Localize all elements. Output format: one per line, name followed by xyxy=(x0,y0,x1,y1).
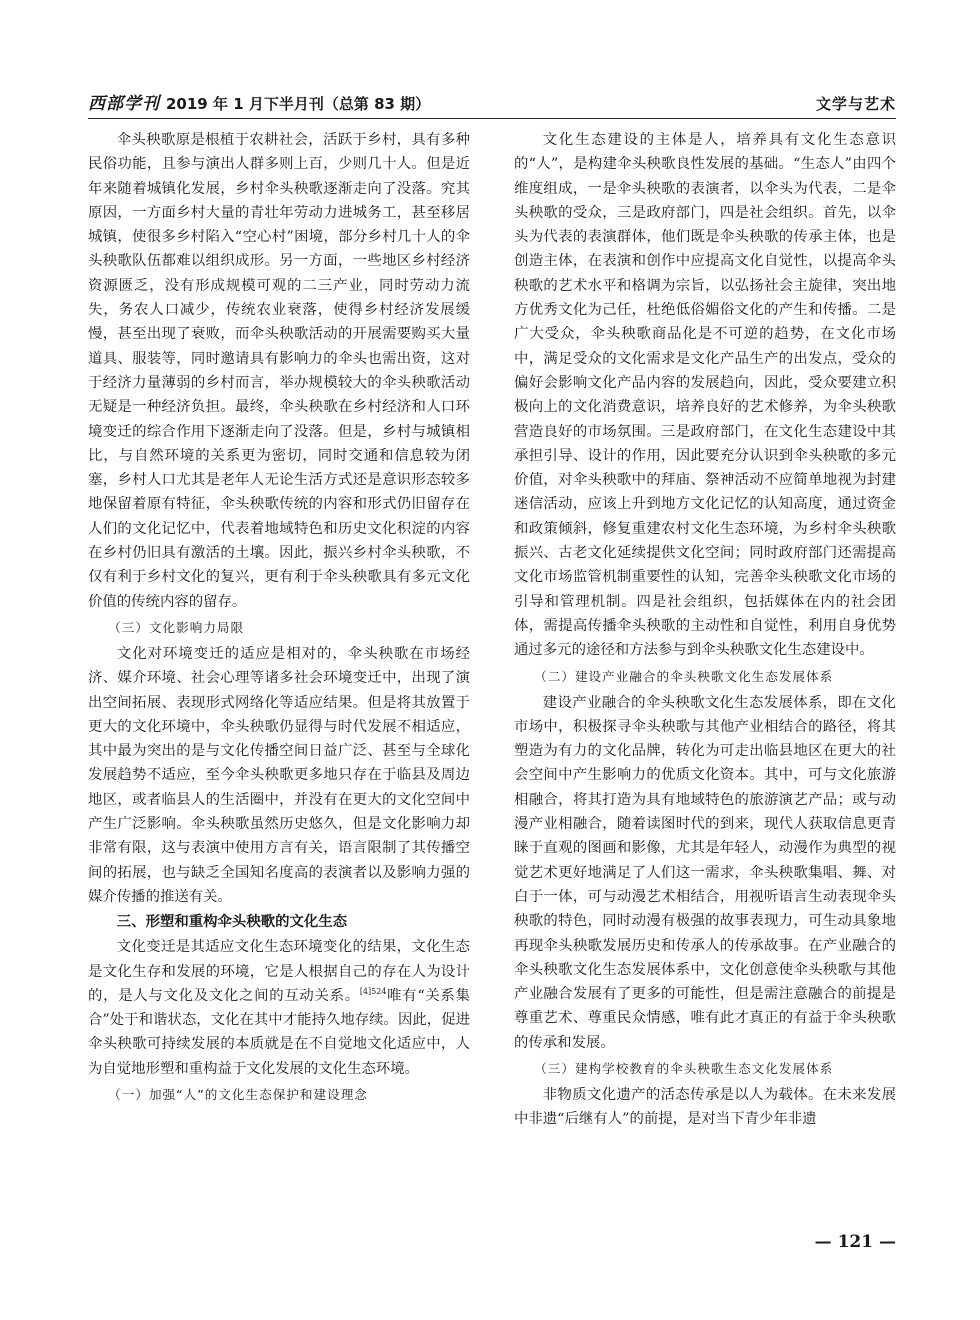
subsection-heading: （三）建构学校教育的伞头秧歌生态文化发展体系 xyxy=(534,1060,834,1076)
journal-info xyxy=(88,89,430,114)
paragraph: 文化生态建设的主体是人，培养具有文化生态意识的“人”，是构建伞头秧歌良性发展的基础。“生态人”由四个维度组成，一是伞头秧歌的表演者，以伞头为代表，二是伞头秧歌的受众，三是政府部门，四是社会组织。首先，以伞头为代表的表演群体，他们既是伞头秧歌的传承主体，也是创造主体，在表演和创作中应提高文化自觉性，以提高伞头秧歌的艺术水平和格调为宗旨，以弘扬社会主旋律，突出地方优秀文化为己任，杜绝低俗媚俗文化的产生和传播。二是广大受众，伞头秧歌商品化是不可逆的趋势，在文化市场中，满足受众的文化需求是文化产品生产的出发点，受众的偏好会影响文化产品内容的发展趋向，因此，受众要建立积极向上的文化消费意识，培养良好的艺术修养，为伞头秧歌营造良好的市场氛围。三是政府部门，在文化生态建设中其承担引导、设计的作用，因此要充分认识到伞头秧歌的多元价值，对伞头秧歌中的拜庙、祭神活动不应简单地视为封建迷信活动，应该上升到地方文化记忆的认知高度，通过资金和政策倾斜，修复重建农村文化生态环境，为乡村伞头秧歌振兴、古老文化延续提供文化空间；同时政府部门还需提高文化市场监管机制重要性的认知，完善伞头秧歌文化市场的引导和管理机制。四是社会组织，包括媒体在内的社会团体，需提高传播伞头秧歌的主动性和自觉性，利用自身优势通过多元的途径和方法参与到伞头秧歌文化生态建设中。 xyxy=(514,132,896,659)
subsection-heading: （二）建设产业融合的伞头秧歌文化生态发展体系 xyxy=(534,668,834,684)
subsection-heading: （一）加强“人”的文化生态保护和建设理念 xyxy=(108,1086,368,1102)
paragraph: 非物质文化遗产的活态传承是以人为载体。在未来发展中非遗“后继有人”的前提，是对当下青少年非遗 xyxy=(514,1086,896,1128)
section-name: 文学与艺术 xyxy=(815,95,896,113)
left-column xyxy=(88,128,470,1109)
page-number: — 121 — xyxy=(814,1232,896,1252)
issue-info: 2019 年 1 月下半月刊（总第 83 期） xyxy=(166,95,431,113)
paragraph: 建设产业融合的伞头秧歌文化生态发展体系，即在文化市场中，积极探寻伞头秧歌与其他产业相结合的路径，将其塑造为有力的文化品牌，转化为可走出临县地区在更大的社会空间中产生影响力的优质文化资本。其中，可与文化旅游相融合，将其打造为具有地域特色的旅游演艺产品；或与动漫产业相融合，随着读图时代的到来，现代人获取信息更青睐于直观的图画和影像，尤其是年轻人，动漫作为典型的视觉艺术更好地满足了人们这一需求，伞头秧歌集唱、舞、对白于一体，可与动漫艺术相结合，用视听语言生动表现伞头秧歌的特色，同时动漫有极强的故事表现力，可生动具象地再现伞头秧歌发展历史和传承人的传承故事。在产业融合的伞头秧歌文化生态发展体系中，文化创意使伞头秧歌与其他产业融合发展有了更多的可能性，但是需注意融合的前提是尊重艺术、尊重民众情感，唯有此才真正的有益于伞头秧歌的传承和发展。 xyxy=(514,694,896,1051)
section-heading: 三、形塑和重构伞头秧歌的文化生态 xyxy=(116,914,348,931)
text-span: 文化变迁是其适应文化生态环境变化的结果，文化生态是文化生存和发展的环境，它是人根据自己的存在人为设计的，是人与文化及文化之间的互动关系。 xyxy=(88,939,470,1004)
paragraph xyxy=(88,935,470,1081)
paragraph: 伞头秧歌原是根植于农耕社会，活跃于乡村，具有多种民俗功能，且参与演出人群多则上百，少则几十人。但是近年来随着城镇化发展，乡村伞头秧歌逐渐走向了没落。究其原因，一方面乡村大量的青壮年劳动力进城务工，甚至移居城镇，使很多乡村陷入“空心村”困境，部分乡村几十人的伞头秧歌队伍都难以组织成形。另一方面，一些地区乡村经济资源匮乏，没有形成规模可观的二三产业，同时劳动力流失，务农人口减少，传统农业衰落，使得乡村经济发展缓慢，甚至出现了衰败，而伞头秧歌活动的开展需要购买大量道具、服装等，同时邀请具有影响力的伞头也需出资，这对于经济力量薄弱的乡村而言，举办规模较大的伞头秧歌活动无疑是一种经济负担。最终，伞头秧歌在乡村经济和人口环境变迁的综合作用下逐渐走向了没落。但是，乡村与城镇相比，与自然环境的关系更为密切，同时交通和信息较为闭塞，乡村人口尤其是老年人无论生活方式还是意识形态较多地保留着原有特征，伞头秧歌传统的内容和形式仍旧留存在人们的文化记忆中，代表着地域特色和历史文化积淀的内容在乡村仍旧具有激活的土壤。因此，振兴乡村伞头秧歌，不仅有利于乡村文化的复兴，更有利于伞头秧歌具有多元文化价值的传统内容的留存。 xyxy=(88,132,470,610)
paragraph: 文化对环境变迁的适应是相对的，伞头秧歌在市场经济、媒介环境、社会心理等诸多社会环境变迁中，出现了演出空间拓展、表现形式网络化等适应结果。但是将其放置于更大的文化环境中，伞头秧歌仍显得与时代发展不相适应，其中最为突出的是与文化传播空间日益广泛、甚至与全球化发展趋势不适应，至今伞头秧歌更多地只存在于临县及周边地区，或者临县人的生活圈中，并没有在更大的文化空间中产生广泛影响。伞头秧歌虽然历史悠久，但是文化影响力却非常有限，这与表演中使用方言有关，语言限制了其传播空间的拓展，也与缺乏全国知名度高的表演者以及影响力强的媒介传播的推送有关。 xyxy=(88,645,470,905)
citation: [4]524 xyxy=(359,987,387,996)
running-header xyxy=(88,86,896,119)
subsection-heading: （三）文化影响力局限 xyxy=(108,619,245,635)
journal-logo: 西部学刊 xyxy=(88,94,160,114)
right-column xyxy=(514,128,896,1132)
text-span: 唯有“关系集合”处于和谐状态，文化在其中才能持久地存续。因此，促进伞头秧歌可持续发展的本质就是在不自觉地文化适应中，人为自觉地形塑和重构益于文化发展的文化生态环境。 xyxy=(88,987,470,1077)
